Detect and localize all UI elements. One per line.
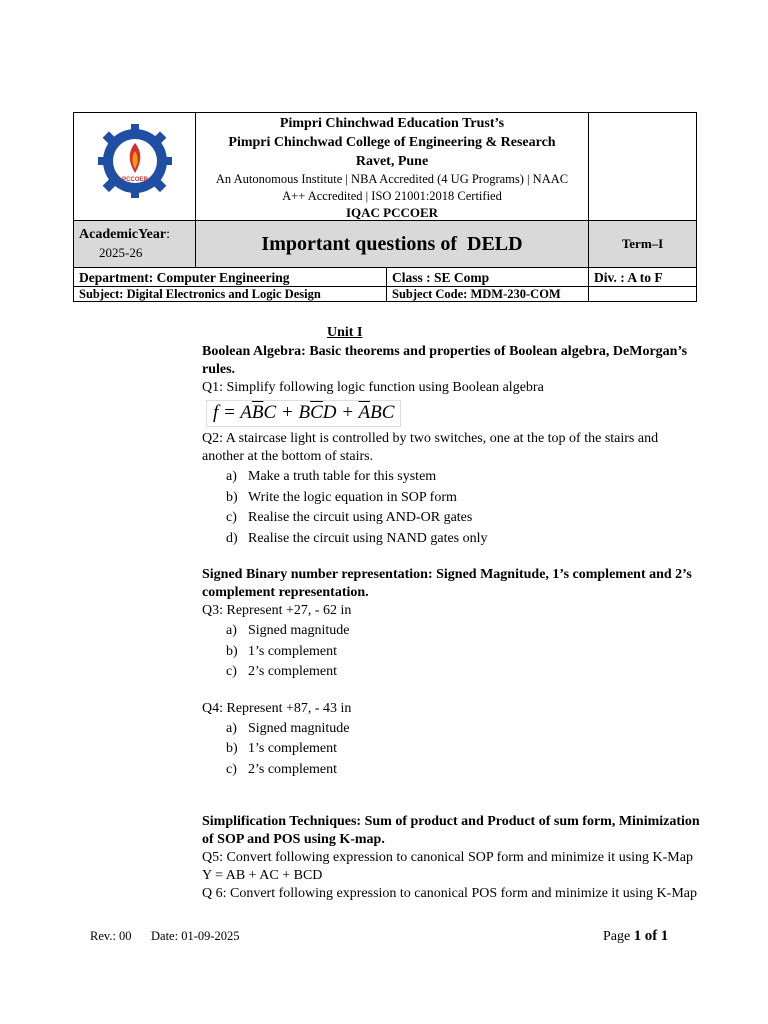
trust-name: Pimpri Chinchwad Education Trust’s (279, 115, 505, 131)
question-3: Q3: Represent +27, - 62 in (202, 603, 352, 618)
list-marker: b) (226, 489, 238, 505)
formula-part: BC (370, 402, 395, 423)
accreditation-line-1: An Autonomous Institute | NBA Accredited (4 UG Programs) | NAAC (215, 171, 569, 186)
department-label: Department: Computer Engineering (74, 268, 387, 287)
list-item (226, 621, 702, 642)
question-2: Q2: A staircase light is controlled by two switches, one at the top of the stairs and another at the bottom of stairs. (202, 431, 659, 464)
page-current: 1 (633, 928, 642, 944)
q2-options (226, 467, 702, 549)
page-number (603, 928, 668, 945)
list-item (226, 642, 702, 663)
subject-label: Subject: Digital Electronics and Logic Design (74, 287, 387, 302)
list-marker: d) (226, 530, 238, 546)
college-logo-icon (87, 121, 183, 207)
list-marker: c) (226, 510, 237, 525)
question-6: Q 6: Convert following expression to canonical POS form and minimize it using K-Map (202, 886, 697, 901)
list-marker: a) (226, 469, 237, 484)
formula-part: $\overline{A}$ (358, 402, 371, 423)
list-item (226, 488, 702, 509)
boolean-formula (206, 400, 401, 427)
list-text: 2’s complement (248, 761, 338, 777)
q3-options (226, 621, 702, 683)
class-label: Class : SE Comp (387, 268, 589, 287)
list-item (226, 719, 702, 740)
subject-code-label: Subject Code: MDM-230-COM (387, 287, 589, 302)
accreditation-line-2: A++ Accredited | ISO 21001:2018 Certified (282, 188, 502, 203)
list-item (226, 529, 702, 550)
list-item (226, 662, 702, 683)
list-text: 2’s complement (248, 664, 338, 679)
list-text: Realise the circuit using AND-OR gates (248, 510, 473, 525)
formula-part: C + B (263, 402, 311, 423)
formula-part: $\overline{C}$ (310, 402, 323, 423)
list-item (226, 739, 702, 760)
revision-label: Rev.: 00 (90, 929, 132, 943)
list-text: 1’s complement (248, 643, 338, 659)
question-1: Q1: Simplify following logic function using Boolean algebra (202, 380, 544, 395)
list-marker: a) (226, 623, 237, 638)
institute-info (196, 113, 589, 221)
question-5-expression: Y = AB + AC + BCD (202, 868, 323, 883)
academic-year-colon: : (166, 227, 170, 242)
date-label: Date: 01-09-2025 (151, 929, 240, 943)
list-text: Signed magnitude (248, 720, 350, 736)
list-marker: a) (226, 720, 237, 736)
list-marker: c) (226, 761, 237, 777)
question-4: Q4: Represent +87, - 43 in (202, 700, 352, 716)
section-simplification: Simplification Techniques: Sum of product and Product of sum form, Minimization of SOP and POS using K-map. (202, 814, 700, 847)
list-text: Realise the circuit using NAND gates only (248, 530, 488, 546)
document-title: Important questions of DELD (196, 221, 589, 268)
list-text: Signed magnitude (248, 623, 350, 638)
list-marker: c) (226, 664, 237, 679)
formula-part: f = A (213, 402, 252, 423)
question-5: Q5: Convert following expression to canonical SOP form and minimize it using K-Map (202, 850, 693, 865)
academic-year-cell (74, 221, 196, 268)
unit-heading: Unit I (327, 325, 363, 340)
blank-cell-2 (589, 287, 697, 302)
list-text: Write the logic equation in SOP form (248, 489, 457, 505)
college-logo-cell (74, 113, 196, 221)
academic-year-value: 2025-26 (99, 245, 143, 260)
q4-options (226, 719, 702, 781)
list-text: 1’s complement (248, 741, 338, 756)
document-header (73, 112, 696, 308)
question-list (202, 325, 702, 903)
academic-year-label: AcademicYear (79, 227, 167, 242)
logo-text: PCCOER (121, 177, 148, 183)
list-text: Make a truth table for this system (248, 469, 437, 484)
iqac-label: IQAC PCCOER (345, 204, 439, 220)
list-item (226, 467, 702, 488)
term-label: Term–I (589, 221, 697, 268)
college-name: Pimpri Chinchwad College of Engineering & Research (228, 134, 556, 150)
page-of: of (644, 928, 658, 944)
page-total: 1 (660, 928, 669, 944)
list-item (226, 508, 702, 529)
blank-cell (589, 113, 697, 221)
formula-part: D + (322, 402, 359, 423)
list-marker: b) (226, 643, 238, 659)
section-boolean-algebra: Boolean Algebra: Basic theorems and properties of Boolean algebra, DeMorgan’s rules. (202, 344, 688, 377)
section-signed-binary: Signed Binary number representation: Signed Magnitude, 1’s complement and 2’s complement representation. (202, 567, 692, 600)
page-word: Page (603, 929, 631, 944)
list-item (226, 760, 702, 781)
list-marker: b) (226, 741, 238, 756)
formula-part: $\overline{B}$ (251, 402, 264, 423)
college-location: Ravet, Pune (355, 153, 429, 169)
division-label: Div. : A to F (589, 268, 697, 287)
